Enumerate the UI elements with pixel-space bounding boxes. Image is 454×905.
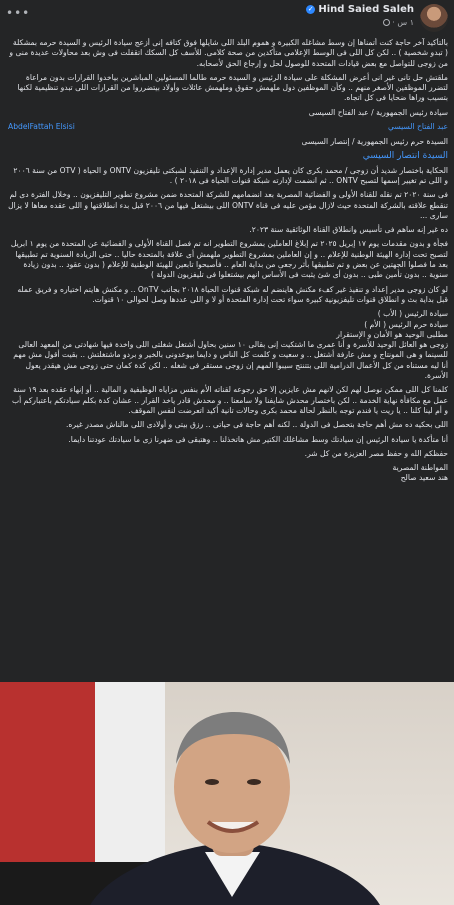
paragraph-2: ملقتش حل تانى غير انى أعرض المشكلة على سيادة الرئيس و السيدة حرمه طالما المسئولين المباشرين بياخدوا القرارات بدون مراعاة لتضرر الموظفين الأصغر منهم .. وكأن الموظفين دول ملهمش حقوق وملهمش عائلات وأولاد بيتضرروا من القرارات اللى تبدو تنظيمية لكنها بتسيب وراها ضحايا فى كل اتجاه.: [17, 72, 448, 103]
appeal-3: اللى بحكيه ده مش أهم حاجة بتحصل فى الدولة .. لكنه أهم حاجة فى حياتى .. رزق بيتى و أولادى اللى مالناش مصدر غيره.: [66, 420, 448, 430]
story-4: فجأة و بدون مقدمات يوم ١٧ إبريل ٢٠٢٥ تم إبلاغ العاملين بمشروع التطوير انه تم فصل القناة الأولى و الفضائية عن المتحدة من يوم ١ ابريل لتصبح تحت إدارة الهيئة الوطنية للإعلام .. و إن العاملين بمشروع التطوير ملهمش أى علاقة بالمتحدة حاليا .. حتى الزيادة السنوية تم تطبيقها بعد ما فصلوا الجهتين عن بعض و تم تطبيقها بأثر رجعى من بداية العام .. فأصبحوا تابعين للهيئة الوطنية للإعلام ( بدون عقود .. بدون زيادة سنوية .. بدون تأمين طبى .. بدون أى شئ يثبت فى الأساس انهم بيشتغلوا فى تليفزيون الدولة ): [10, 239, 448, 280]
mention-ar-elsisi[interactable]: عبد الفتاح السيسي: [387, 122, 448, 132]
portrait-illustration: [0, 682, 454, 905]
mentions-line: [8, 122, 448, 133]
appeal-header-2: سيادة حرم الرئيس ( الأم ): [364, 319, 448, 329]
left-eye: [205, 779, 219, 785]
signature-2: هند سعيد صالح: [400, 473, 448, 483]
post-body: [8, 38, 448, 668]
story-1: الحكاية باختصار شديد أن زوجى / محمد بكرى كان يعمل مدير إدارة الإعداد و التنفيذ لشبكتى تليفزيون ONTV و الحياة ( OTV من سنة ٢٠٠٦ و اللى تم تغيير إسمها لتصبح ONTV .. ثم انضمت لإدارته شبكة قنوات الحياة فى ٢٠١٨ ) .: [13, 165, 448, 185]
verified-badge-icon: ✓: [307, 4, 314, 13]
closing-line: حفظكم الله و حفظ مصر العزيزة من كل شر.: [304, 448, 448, 458]
more-options-icon[interactable]: •••: [6, 6, 31, 20]
signature-1: المواطنة المصرية: [392, 463, 448, 473]
paragraph-1: بالتأكيد آخر حاجة كنت أتمناها إن وسط مشاغله الكبيرة و هموم البلد اللى شايلها فوق كتافه إنى أزعج سيادة الرئيس و السيدة حرمه بمشكلة ( تبدو شخصية ) .. لكن كل اللى فى الوسط الإعلامى متأكدين من صحة كلامى. للأسف كل السكك اتقفلت فى وش بعد محاولات عديدة منى و من زوجى للتواصل مع بعض قيادات المتحدة للوصول لحل و إرجاع الحق لأصحابه.: [9, 38, 448, 68]
author-avatar[interactable]: [420, 4, 448, 32]
appeal-header-1: سيادة الرئيس ( الأب ): [377, 309, 448, 319]
globe-icon: [383, 19, 390, 26]
mention-en-elsisi[interactable]: AbdelFattah Elsisi: [8, 122, 75, 132]
second-tags-line: السيدة حرم رئيس الجمهورية / إنتصار السيسى: [301, 137, 448, 147]
meta-separator: ·: [392, 18, 395, 27]
story-5: لو كان زوجى مدير إعداد و تنفيذ غير كفء مكنش هاينضم له شبكة قنوات الحياة ٢٠١٨ بجانب OnTV .. و مكنش هايتم اختياره و فريق عمله قبل بداية بث و انطلاق قنوات تليفزيونية كبيرة سواء تحت إدارة المتحدة أو لا و اللى عددها وصل لحوالى ١٠ قنوات.: [17, 284, 448, 304]
appeal-1: زوجى هو العائل الوحيد للأسرة و أنا عمرى ما اشتكيت إنى بقالى ١٠ سنين بحاول أشتغل شغلتى اللى واخدة فيها شهادتى من المعهد العالى للسينما و هى المونتاج و مش عارفة أشتغل .. و سعيت و كلمت كل الناس و دايما بيوعدونى بالخير و بردو ماشتغلتش .. بقيت أقول مش مهم أنا ليه مستناه من كل الأعمال الدرامية اللى بتتنتج سيبوا المهم إن زوجى مستقر فى شغله .. لكن كدة كمان حتى زوجى مش هيقدر يعول الأسرة.: [13, 340, 448, 381]
tags-line: سيادة رئيس الجمهورية / عبد الفتاح السيسى: [308, 107, 448, 117]
right-eye: [247, 779, 261, 785]
story-3: ده غير إنه ساهم فى تأسيس وانطلاق القناة الوثائقية سنة ٢٠٢٣.: [249, 225, 448, 235]
post-header: [0, 0, 454, 34]
appeal-2: كلمنا كل اللى ممكن نوصل لهم لكن لانهم مش عايزين إلا حق رجوعه لقناته الأم بنفس مزاياه الوظيفية و المالية .. أو إنهاء عقده بعد ١٩ سنة عمل مع مكافأة نهاية الخدمة .. لكن باختصار محدش شايفنا ولا سامعنا .. و محدش قادر ياخد القرار .. عشان كدة بكلم سيادتكم باعتباركم أب و أم لينا كلنا .. يا ريت يا فندم توجه بالنظر لحالة محمد بكرى وحالات تانية أكيد اتعرضت لنفس الموقف.: [11, 385, 448, 415]
post-photo[interactable]: [0, 682, 454, 905]
appeal-header-3: مطلبى الوحيد هو الأمان و الإستقرار: [336, 329, 448, 339]
post-time[interactable]: ١ س: [397, 18, 414, 27]
story-2: فى سنة ٢٠٢٠ تم نقله للقناة الأولى و الفضائية المصرية بعد انضمامهم للشركة المتحدة ضمن مشروع تطوير التليفزيون .. وخلال الفترة دى لم تنقطع علاقته بالشركة المتحدة حيث لازال مؤمن عليه فى قناة ONTV اللى بيشتغل فيها من ٢٠٠٦ قبل بدء انطلاقتها و اللى عقده معاها لا يزال سارى ...: [8, 190, 448, 220]
appeal-header: [8, 309, 448, 340]
post-meta: [380, 18, 414, 27]
author-name[interactable]: ✓ Hind Saied Saleh: [307, 4, 414, 15]
mention-entesar[interactable]: السيدة انتصار السيسي: [362, 151, 448, 162]
appeal-4: أنا متأكدة يا سيادة الرئيس إن سيادتك وسط مشاغلك الكتير مش هاتخذلنا .. وهتبقى فى ضهرنا زى ما سيادتك عودتنا دايما.: [68, 434, 448, 444]
